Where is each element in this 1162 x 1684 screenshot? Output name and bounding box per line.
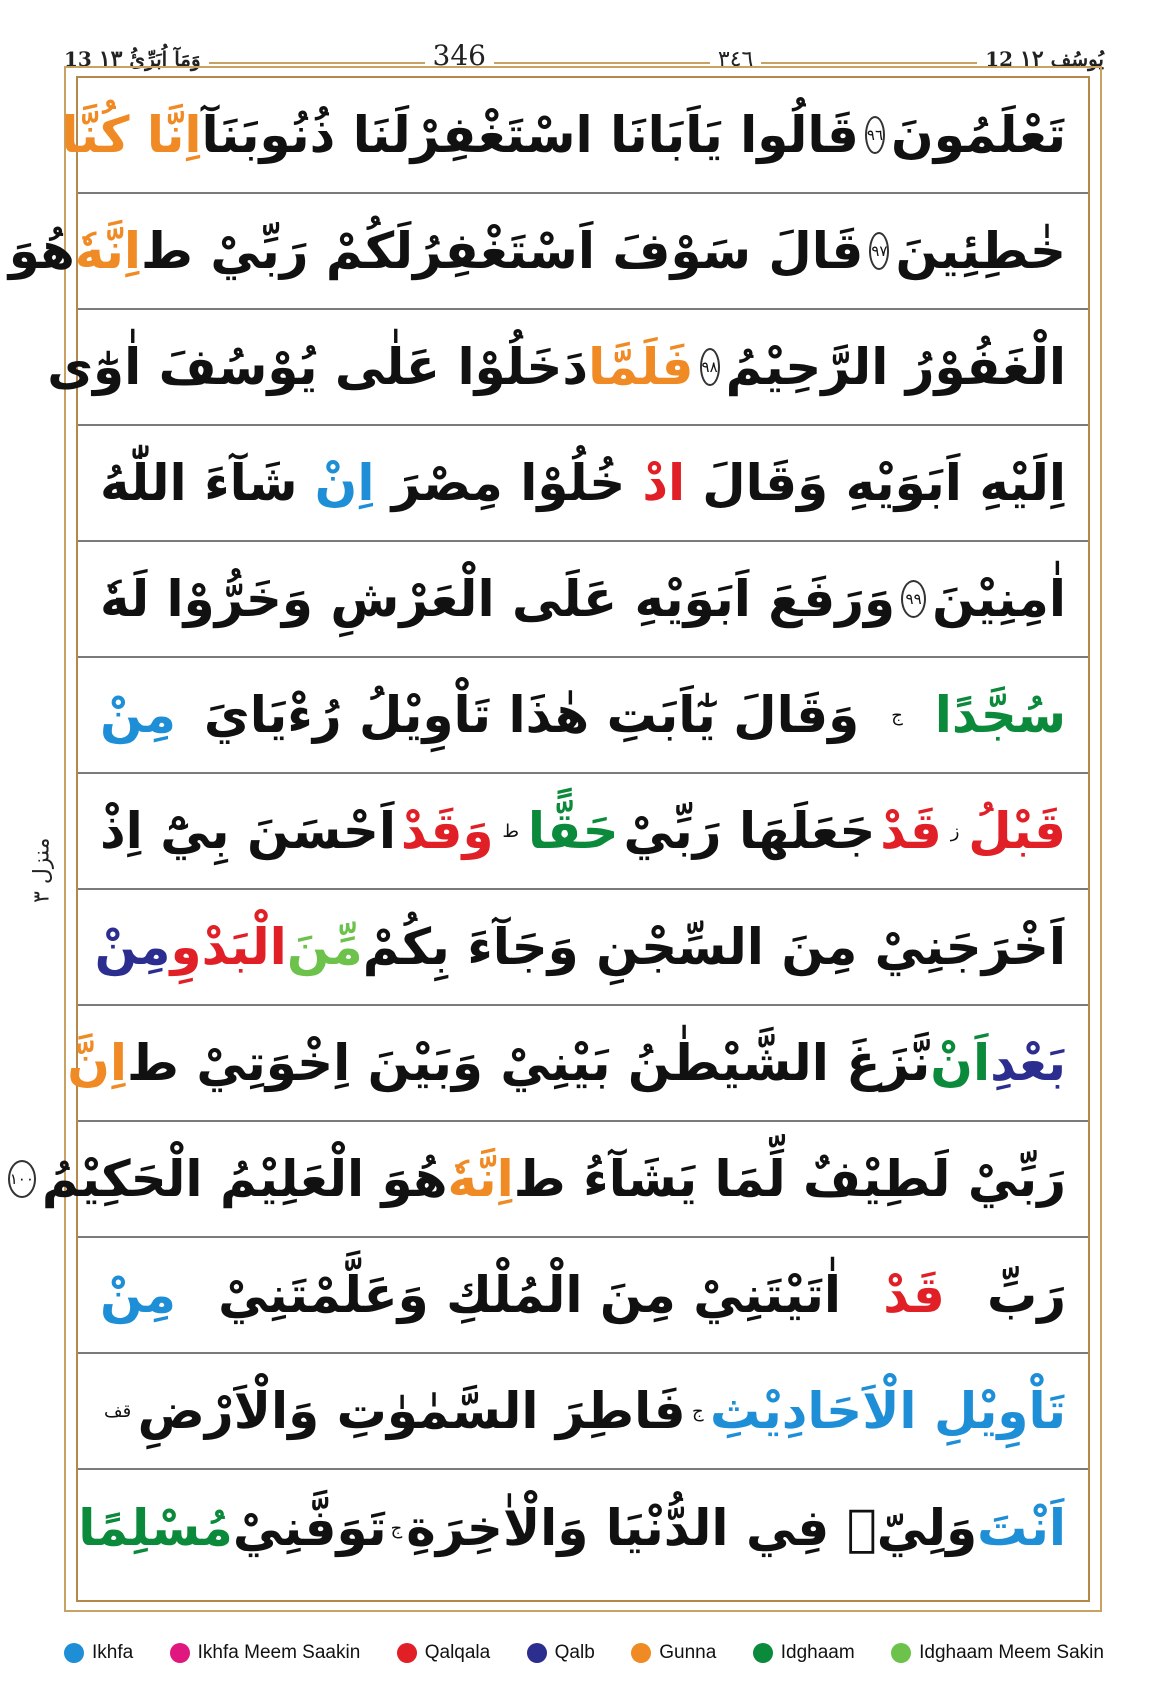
header-rule [761, 62, 977, 64]
legend-label: Idghaam [780, 1642, 855, 1663]
text-segment: وَرَفَعَ اَبَوَيْهِ عَلَى الْعَرْشِ وَخَرُّوْا لَهٗ [100, 570, 896, 628]
waqf-sign: ج [891, 704, 903, 726]
tajweed-ikhfa: تَاْوِيْلِ الْاَحَادِيْثِ [710, 1382, 1066, 1440]
text-line-13 [78, 1470, 1088, 1586]
text-segment: اٰمِنِيْنَ [932, 570, 1066, 628]
color-dot-icon [64, 1643, 84, 1663]
text-line-7 [78, 774, 1088, 890]
header-rule [209, 62, 425, 64]
legend-label: Ikhfa [92, 1642, 134, 1663]
text-segment: هُوَ الْعَلِيْمُ الْحَكِيْمُ [41, 1150, 448, 1208]
tajweed-idghaam: اَنْ [930, 1034, 991, 1092]
ayah-end-marker: ٩٨ [700, 348, 720, 386]
legend-item-ikhfa [64, 1642, 133, 1664]
waqf-sign: ط [502, 820, 520, 842]
waqf-sign: ج [692, 1400, 704, 1422]
text-segment: قَالُوا يَاَبَانَا اسْتَغْفِرْلَنَا ذُنُوبَنَآ [201, 106, 859, 164]
tajweed-ghunna: اِنَّهٗ [74, 222, 142, 280]
ayah-end-marker: ٩٧ [869, 232, 889, 270]
text-segment: قَالَ سَوْفَ اَسْتَغْفِرُلَكُمْ رَبِّيْ ط [141, 222, 864, 280]
tajweed-legend [64, 1636, 1104, 1670]
text-segment: جَعَلَهَا رَبِّيْ [623, 802, 876, 860]
text-line-5 [78, 542, 1088, 658]
para-number-arabic: ١٣ [98, 46, 123, 72]
color-dot-icon [753, 1643, 773, 1663]
legend-item-idghaam [753, 1642, 855, 1664]
text-line-11 [78, 1238, 1088, 1354]
text-segment: خُلُوْا مِصْرَ [391, 454, 626, 512]
text-segment: اَحْسَنَ بِيْٓ اِذْ [100, 802, 397, 860]
ayah-end-marker: ٩٩ [901, 580, 926, 618]
legend-item-gunna [631, 1642, 716, 1664]
text-line-10 [9, 1122, 1088, 1238]
text-line-6 [78, 658, 1088, 774]
surah-number: 12 [985, 47, 1014, 71]
tajweed-ghunna: فَلَمَّا [588, 338, 694, 396]
legend-label: Gunna [659, 1642, 717, 1663]
text-segment: رَبِّ [986, 1266, 1066, 1324]
para-name: وَمَآ اُبَرِّئُ [129, 47, 201, 71]
tajweed-ghunna: اِنَّ [67, 1034, 128, 1092]
ayah-end-marker: ١٠٠ [8, 1160, 36, 1198]
tajweed-ikhfa: اَنْتَ [977, 1499, 1066, 1557]
manzil-marker: منزل ٣ [29, 837, 55, 903]
text-segment: شَآءَ اللّٰهُ [100, 454, 298, 512]
tajweed-idghaam: مُسْلِمًا [78, 1499, 233, 1557]
color-dot-icon [170, 1643, 190, 1663]
legend-item-qalb [527, 1642, 595, 1664]
tajweed-qalqala: قَدْ [883, 1266, 945, 1324]
ayah-end-marker: ٩٦ [865, 116, 885, 154]
tajweed-qalqala: وَقَدْ [400, 802, 494, 860]
text-segment: وَلِيّٖ فِي الدُّنْيَا وَالْاٰخِرَةِ [406, 1499, 978, 1557]
text-line-12 [78, 1354, 1088, 1470]
legend-label: Idghaam Meem Sakin [919, 1642, 1104, 1663]
para-number: 13 [64, 47, 92, 71]
legend-label: Qalqala [424, 1642, 491, 1663]
legend-label: Qalb [554, 1642, 595, 1663]
tajweed-ikhfa: اِنْ [314, 454, 375, 512]
text-segment: رَبِّيْ لَطِيْفٌ لِّمَا يَشَآءُ ط [513, 1150, 1066, 1208]
text-segment: فَاطِرَ السَّمٰوٰتِ وَالْاَرْضِ [137, 1382, 686, 1440]
page-number-arabic: ٣٤٦ [717, 47, 754, 72]
tajweed-qalb: بَعْدِ [990, 1034, 1066, 1092]
tajweed-qalqala: قَدْ [880, 802, 942, 860]
surah-number-arabic: ١٢ [1020, 46, 1044, 72]
tajweed-idghaam: سُجَّدًا [934, 686, 1066, 744]
text-line-8 [78, 890, 1088, 1006]
color-dot-icon [527, 1643, 547, 1663]
tajweed-qalb: مِنْ [94, 918, 171, 976]
color-dot-icon [397, 1643, 417, 1663]
waqf-sign: ز [950, 820, 960, 842]
text-segment: نَّزَغَ الشَّيْطٰنُ بَيْنِيْ وَبَيْنَ اِخْوَتِيْ ط [127, 1034, 931, 1092]
legend-item-ikhfa-meem-saakin [170, 1642, 361, 1664]
text-segment: اٰتَيْتَنِيْ مِنَ الْمُلْكِ وَعَلَّمْتَنِيْ [218, 1266, 842, 1324]
legend-item-qalqala [397, 1642, 491, 1664]
text-segment: تَوَفَّنِيْ [232, 1499, 387, 1557]
text-line-4 [78, 426, 1088, 542]
text-line-1 [61, 78, 1088, 194]
text-segment: اَخْرَجَنِيْ مِنَ السِّجْنِ وَجَآءَ بِكُمْ [362, 918, 1066, 976]
tajweed-qalqala: قَبْلُ [968, 802, 1066, 860]
tajweed-qalqala: ادْ [642, 454, 686, 512]
page-number: 346 [432, 39, 486, 72]
text-segment: خٰطِئِينَ [895, 222, 1066, 280]
text-segment: وَقَالَ يٰٓاَبَتِ هٰذَا تَاْوِيْلُ رُءْيَايَ [203, 686, 860, 744]
legend-label: Ikhfa Meem Saakin [197, 1642, 361, 1663]
tajweed-ikhfa: مِنْ [100, 686, 176, 744]
color-dot-icon [631, 1643, 651, 1663]
legend-item-idghaam-meem-sakin [891, 1642, 1104, 1664]
waqf-sign: قف [104, 1400, 132, 1422]
text-segment: هُوَ [8, 222, 75, 280]
surah-name: يُوسُف [1050, 47, 1104, 71]
text-segment: اِلَيْهِ اَبَوَيْهِ وَقَالَ [702, 454, 1066, 512]
tajweed-ghunna: اِنَّا كُنَّا [61, 106, 202, 164]
text-line-2 [8, 194, 1088, 310]
text-line-9 [67, 1006, 1088, 1122]
text-line-3 [47, 310, 1088, 426]
tajweed-idghaam: حَقًّا [527, 802, 619, 860]
tajweed-ghunna: اِنَّهٗ [447, 1150, 514, 1208]
tajweed-idghaam-meem: مِّنَ [286, 918, 363, 976]
text-segment: تَعْلَمُونَ [891, 106, 1066, 164]
tajweed-ikhfa: مِنْ [100, 1266, 176, 1324]
text-segment: دَخَلُوْا عَلٰى يُوْسُفَ اٰوٰٓى [47, 338, 589, 396]
tajweed-qalqala: الْبَدْوِ [170, 918, 287, 976]
header-rule [494, 62, 710, 64]
waqf-sign: ج [390, 1517, 403, 1539]
color-dot-icon [891, 1643, 911, 1663]
text-segment: الْغَفُوْرُ الرَّحِيْمُ [725, 338, 1066, 396]
